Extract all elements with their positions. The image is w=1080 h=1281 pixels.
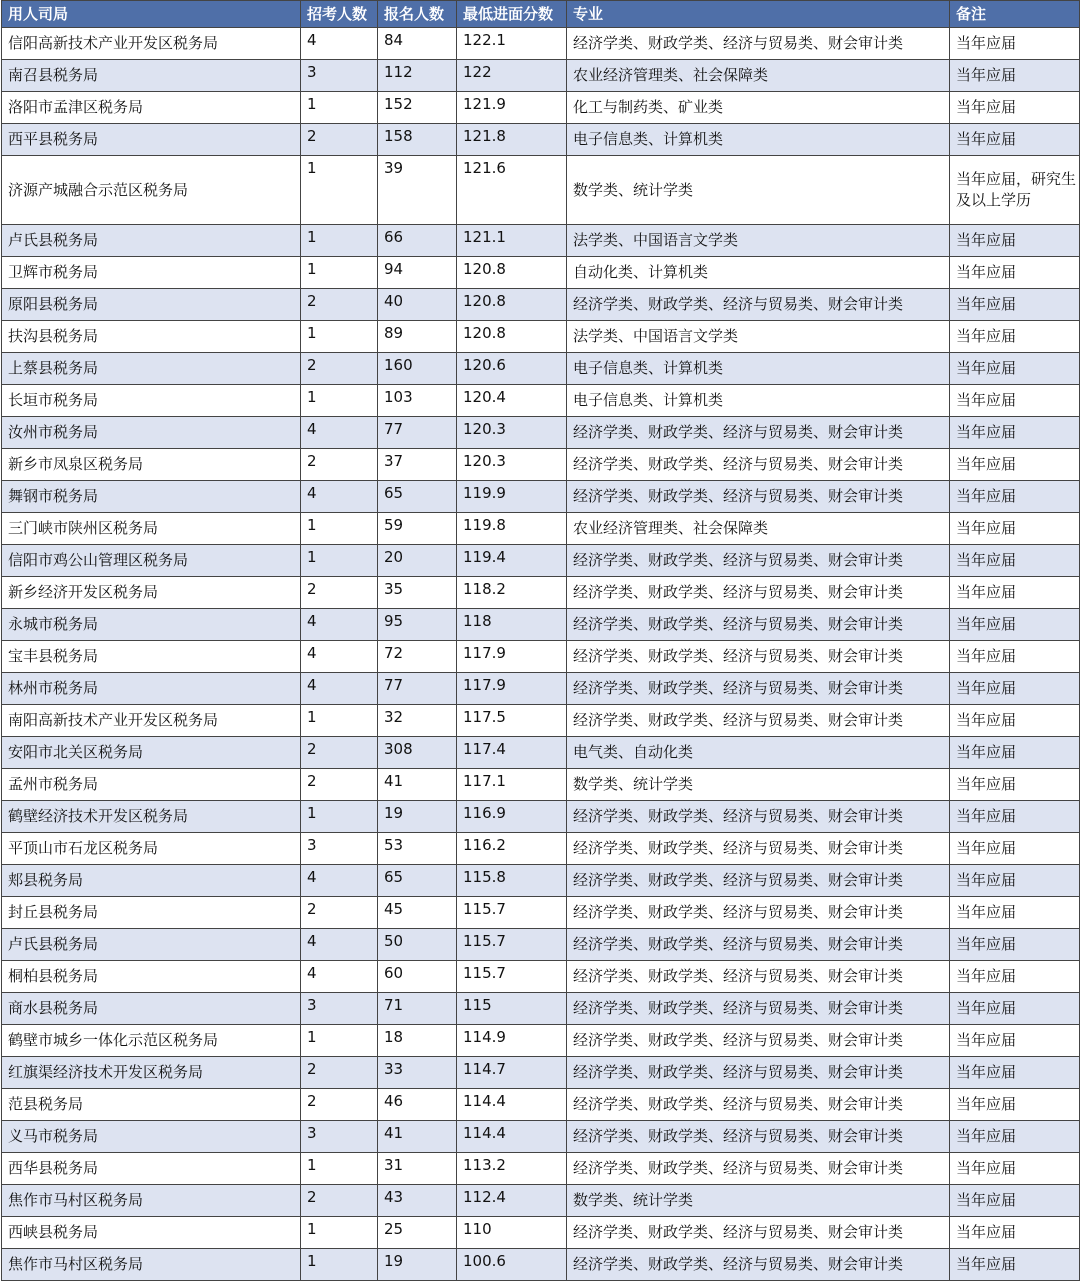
table-row	[2, 481, 1080, 513]
cell-remarks: 当年应届，研究生及以上学历	[950, 156, 1080, 225]
cell-major: 经济学类、财政学类、经济与贸易类、财会审计类	[567, 28, 950, 60]
cell-bureau: 卫辉市税务局	[2, 257, 301, 289]
cell-quota: 4	[301, 961, 378, 993]
cell-major: 经济学类、财政学类、经济与贸易类、财会审计类	[567, 833, 950, 865]
cell-quota: 2	[301, 289, 378, 321]
cell-major: 经济学类、财政学类、经济与贸易类、财会审计类	[567, 1249, 950, 1281]
cell-bureau: 信阳市鸡公山管理区税务局	[2, 545, 301, 577]
header-min-score: 最低进面分数	[457, 1, 567, 28]
cell-applicants: 60	[378, 961, 457, 993]
cell-major: 数学类、统计学类	[567, 156, 950, 225]
cell-major: 经济学类、财政学类、经济与贸易类、财会审计类	[567, 993, 950, 1025]
cell-applicants: 66	[378, 225, 457, 257]
cell-bureau: 信阳高新技术产业开发区税务局	[2, 28, 301, 60]
cell-major: 电子信息类、计算机类	[567, 124, 950, 156]
cell-min-score: 117.4	[457, 737, 567, 769]
table-row	[2, 92, 1080, 124]
cell-bureau: 范县税务局	[2, 1089, 301, 1121]
table-row	[2, 353, 1080, 385]
cell-bureau: 原阳县税务局	[2, 289, 301, 321]
cell-major: 农业经济管理类、社会保障类	[567, 513, 950, 545]
table-row	[2, 156, 1080, 225]
cell-quota: 4	[301, 865, 378, 897]
cell-min-score: 122.1	[457, 28, 567, 60]
cell-min-score: 117.9	[457, 673, 567, 705]
cell-applicants: 160	[378, 353, 457, 385]
cell-quota: 1	[301, 257, 378, 289]
cell-bureau: 郏县税务局	[2, 865, 301, 897]
table-row	[2, 1121, 1080, 1153]
cell-bureau: 汝州市税务局	[2, 417, 301, 449]
cell-remarks: 当年应届	[950, 1057, 1080, 1089]
cell-remarks: 当年应届	[950, 353, 1080, 385]
header-remarks: 备注	[950, 1, 1080, 28]
cell-quota: 2	[301, 353, 378, 385]
cell-major: 经济学类、财政学类、经济与贸易类、财会审计类	[567, 1121, 950, 1153]
cell-applicants: 18	[378, 1025, 457, 1057]
cell-bureau: 扶沟县税务局	[2, 321, 301, 353]
cell-bureau: 桐柏县税务局	[2, 961, 301, 993]
cell-min-score: 118	[457, 609, 567, 641]
cell-quota: 4	[301, 481, 378, 513]
cell-major: 经济学类、财政学类、经济与贸易类、财会审计类	[567, 673, 950, 705]
cell-quota: 2	[301, 124, 378, 156]
cell-min-score: 113.2	[457, 1153, 567, 1185]
cell-quota: 1	[301, 156, 378, 225]
cell-major: 法学类、中国语言文学类	[567, 225, 950, 257]
cell-bureau: 林州市税务局	[2, 673, 301, 705]
cell-remarks: 当年应届	[950, 1121, 1080, 1153]
cell-remarks: 当年应届	[950, 929, 1080, 961]
cell-bureau: 新乡经济开发区税务局	[2, 577, 301, 609]
table-row	[2, 60, 1080, 92]
cell-min-score: 118.2	[457, 577, 567, 609]
header-bureau: 用人司局	[2, 1, 301, 28]
table-row	[2, 737, 1080, 769]
cell-quota: 1	[301, 1153, 378, 1185]
cell-min-score: 114.4	[457, 1089, 567, 1121]
cell-major: 经济学类、财政学类、经济与贸易类、财会审计类	[567, 897, 950, 929]
cell-major: 经济学类、财政学类、经济与贸易类、财会审计类	[567, 1089, 950, 1121]
cell-remarks: 当年应届	[950, 545, 1080, 577]
cell-remarks: 当年应届	[950, 60, 1080, 92]
cell-remarks: 当年应届	[950, 28, 1080, 60]
table-row	[2, 769, 1080, 801]
cell-applicants: 72	[378, 641, 457, 673]
cell-min-score: 115.7	[457, 897, 567, 929]
cell-applicants: 59	[378, 513, 457, 545]
cell-quota: 4	[301, 609, 378, 641]
cell-remarks: 当年应届	[950, 833, 1080, 865]
cell-applicants: 77	[378, 673, 457, 705]
cell-major: 电子信息类、计算机类	[567, 385, 950, 417]
cell-applicants: 65	[378, 481, 457, 513]
cell-major: 经济学类、财政学类、经济与贸易类、财会审计类	[567, 417, 950, 449]
cell-min-score: 119.4	[457, 545, 567, 577]
table-row	[2, 673, 1080, 705]
table-row	[2, 449, 1080, 481]
cell-applicants: 19	[378, 1249, 457, 1281]
cell-major: 数学类、统计学类	[567, 769, 950, 801]
cell-min-score: 116.9	[457, 801, 567, 833]
cell-major: 经济学类、财政学类、经济与贸易类、财会审计类	[567, 801, 950, 833]
cell-remarks: 当年应届	[950, 673, 1080, 705]
cell-major: 农业经济管理类、社会保障类	[567, 60, 950, 92]
cell-min-score: 117.5	[457, 705, 567, 737]
cell-major: 经济学类、财政学类、经济与贸易类、财会审计类	[567, 929, 950, 961]
cell-bureau: 焦作市马村区税务局	[2, 1249, 301, 1281]
cell-min-score: 120.8	[457, 321, 567, 353]
cell-remarks: 当年应届	[950, 897, 1080, 929]
cell-remarks: 当年应届	[950, 641, 1080, 673]
cell-min-score: 116.2	[457, 833, 567, 865]
table-row	[2, 1089, 1080, 1121]
cell-min-score: 115.8	[457, 865, 567, 897]
cell-major: 自动化类、计算机类	[567, 257, 950, 289]
cell-quota: 1	[301, 225, 378, 257]
cell-remarks: 当年应届	[950, 92, 1080, 124]
cell-remarks: 当年应届	[950, 1185, 1080, 1217]
cell-applicants: 71	[378, 993, 457, 1025]
cell-bureau: 宝丰县税务局	[2, 641, 301, 673]
cell-major: 经济学类、财政学类、经济与贸易类、财会审计类	[567, 961, 950, 993]
table-row	[2, 577, 1080, 609]
cell-major: 经济学类、财政学类、经济与贸易类、财会审计类	[567, 577, 950, 609]
table-row	[2, 897, 1080, 929]
cell-applicants: 43	[378, 1185, 457, 1217]
cell-quota: 3	[301, 60, 378, 92]
cell-bureau: 卢氏县税务局	[2, 225, 301, 257]
table-row	[2, 289, 1080, 321]
cell-min-score: 121.1	[457, 225, 567, 257]
cell-min-score: 120.8	[457, 257, 567, 289]
table-row	[2, 865, 1080, 897]
cell-bureau: 济源产城融合示范区税务局	[2, 156, 301, 225]
cell-remarks: 当年应届	[950, 1089, 1080, 1121]
table-row	[2, 257, 1080, 289]
cell-remarks: 当年应届	[950, 993, 1080, 1025]
cell-remarks: 当年应届	[950, 417, 1080, 449]
cell-quota: 2	[301, 737, 378, 769]
cell-major: 法学类、中国语言文学类	[567, 321, 950, 353]
cell-remarks: 当年应届	[950, 705, 1080, 737]
cell-min-score: 120.6	[457, 353, 567, 385]
cell-min-score: 117.9	[457, 641, 567, 673]
table-row	[2, 513, 1080, 545]
header-applicants: 报名人数	[378, 1, 457, 28]
cell-min-score: 115.7	[457, 961, 567, 993]
cell-quota: 1	[301, 1217, 378, 1249]
cell-applicants: 39	[378, 156, 457, 225]
cell-major: 经济学类、财政学类、经济与贸易类、财会审计类	[567, 865, 950, 897]
cell-quota: 2	[301, 1089, 378, 1121]
cell-remarks: 当年应届	[950, 865, 1080, 897]
cell-major: 电子信息类、计算机类	[567, 353, 950, 385]
cell-min-score: 114.4	[457, 1121, 567, 1153]
table-row	[2, 124, 1080, 156]
table-row	[2, 801, 1080, 833]
cell-major: 经济学类、财政学类、经济与贸易类、财会审计类	[567, 1153, 950, 1185]
cell-applicants: 20	[378, 545, 457, 577]
cell-bureau: 孟州市税务局	[2, 769, 301, 801]
cell-major: 数学类、统计学类	[567, 1185, 950, 1217]
cell-bureau: 三门峡市陕州区税务局	[2, 513, 301, 545]
cell-quota: 2	[301, 1057, 378, 1089]
cell-bureau: 南阳高新技术产业开发区税务局	[2, 705, 301, 737]
cell-applicants: 37	[378, 449, 457, 481]
cell-bureau: 卢氏县税务局	[2, 929, 301, 961]
cell-quota: 3	[301, 993, 378, 1025]
cell-remarks: 当年应届	[950, 1153, 1080, 1185]
cell-remarks: 当年应届	[950, 385, 1080, 417]
cell-quota: 1	[301, 545, 378, 577]
cell-applicants: 33	[378, 1057, 457, 1089]
table-row	[2, 545, 1080, 577]
cell-min-score: 122	[457, 60, 567, 92]
cell-quota: 1	[301, 321, 378, 353]
table-row	[2, 321, 1080, 353]
cell-remarks: 当年应届	[950, 1217, 1080, 1249]
cell-remarks: 当年应届	[950, 449, 1080, 481]
table-row	[2, 1249, 1080, 1281]
table-row	[2, 417, 1080, 449]
cell-quota: 1	[301, 1025, 378, 1057]
header-major: 专业	[567, 1, 950, 28]
cell-quota: 2	[301, 769, 378, 801]
cell-min-score: 120.8	[457, 289, 567, 321]
cell-applicants: 65	[378, 865, 457, 897]
cell-major: 经济学类、财政学类、经济与贸易类、财会审计类	[567, 609, 950, 641]
table-row	[2, 929, 1080, 961]
table-row	[2, 1185, 1080, 1217]
cell-quota: 4	[301, 28, 378, 60]
cell-applicants: 46	[378, 1089, 457, 1121]
cell-remarks: 当年应届	[950, 321, 1080, 353]
table-row	[2, 961, 1080, 993]
table-row	[2, 1217, 1080, 1249]
cell-min-score: 120.4	[457, 385, 567, 417]
cell-applicants: 308	[378, 737, 457, 769]
table-row	[2, 609, 1080, 641]
table-row	[2, 705, 1080, 737]
cell-min-score: 119.9	[457, 481, 567, 513]
cell-major: 经济学类、财政学类、经济与贸易类、财会审计类	[567, 705, 950, 737]
cell-bureau: 封丘县税务局	[2, 897, 301, 929]
cell-min-score: 110	[457, 1217, 567, 1249]
cell-min-score: 114.7	[457, 1057, 567, 1089]
cell-major: 经济学类、财政学类、经济与贸易类、财会审计类	[567, 481, 950, 513]
cell-applicants: 112	[378, 60, 457, 92]
cell-applicants: 19	[378, 801, 457, 833]
cell-remarks: 当年应届	[950, 124, 1080, 156]
cell-major: 经济学类、财政学类、经济与贸易类、财会审计类	[567, 1217, 950, 1249]
cell-applicants: 94	[378, 257, 457, 289]
recruitment-table	[1, 0, 1080, 1281]
cell-min-score: 117.1	[457, 769, 567, 801]
cell-bureau: 鹤壁市城乡一体化示范区税务局	[2, 1025, 301, 1057]
cell-applicants: 41	[378, 1121, 457, 1153]
header-quota: 招考人数	[301, 1, 378, 28]
cell-bureau: 南召县税务局	[2, 60, 301, 92]
cell-major: 经济学类、财政学类、经济与贸易类、财会审计类	[567, 449, 950, 481]
cell-applicants: 89	[378, 321, 457, 353]
cell-major: 经济学类、财政学类、经济与贸易类、财会审计类	[567, 289, 950, 321]
cell-quota: 1	[301, 705, 378, 737]
cell-bureau: 上蔡县税务局	[2, 353, 301, 385]
cell-applicants: 77	[378, 417, 457, 449]
cell-remarks: 当年应届	[950, 481, 1080, 513]
table-row	[2, 1153, 1080, 1185]
table-row	[2, 28, 1080, 60]
cell-applicants: 53	[378, 833, 457, 865]
cell-quota: 4	[301, 929, 378, 961]
cell-remarks: 当年应届	[950, 1249, 1080, 1281]
cell-bureau: 西峡县税务局	[2, 1217, 301, 1249]
cell-bureau: 义马市税务局	[2, 1121, 301, 1153]
table-row	[2, 833, 1080, 865]
cell-bureau: 新乡市凤泉区税务局	[2, 449, 301, 481]
cell-applicants: 152	[378, 92, 457, 124]
cell-bureau: 西平县税务局	[2, 124, 301, 156]
cell-remarks: 当年应届	[950, 961, 1080, 993]
cell-applicants: 95	[378, 609, 457, 641]
cell-bureau: 安阳市北关区税务局	[2, 737, 301, 769]
cell-min-score: 112.4	[457, 1185, 567, 1217]
table-body	[2, 28, 1080, 1281]
cell-remarks: 当年应届	[950, 737, 1080, 769]
cell-quota: 3	[301, 1121, 378, 1153]
cell-min-score: 121.8	[457, 124, 567, 156]
cell-major: 经济学类、财政学类、经济与贸易类、财会审计类	[567, 545, 950, 577]
cell-quota: 4	[301, 641, 378, 673]
cell-remarks: 当年应届	[950, 257, 1080, 289]
cell-major: 经济学类、财政学类、经济与贸易类、财会审计类	[567, 641, 950, 673]
cell-min-score: 121.9	[457, 92, 567, 124]
cell-min-score: 119.8	[457, 513, 567, 545]
cell-remarks: 当年应届	[950, 577, 1080, 609]
cell-quota: 1	[301, 92, 378, 124]
cell-bureau: 平顶山市石龙区税务局	[2, 833, 301, 865]
cell-applicants: 31	[378, 1153, 457, 1185]
header-row	[2, 1, 1080, 28]
cell-quota: 2	[301, 897, 378, 929]
cell-major: 化工与制药类、矿业类	[567, 92, 950, 124]
cell-remarks: 当年应届	[950, 1025, 1080, 1057]
cell-remarks: 当年应届	[950, 609, 1080, 641]
cell-bureau: 洛阳市孟津区税务局	[2, 92, 301, 124]
table-row	[2, 1025, 1080, 1057]
cell-quota: 1	[301, 801, 378, 833]
cell-bureau: 西华县税务局	[2, 1153, 301, 1185]
cell-applicants: 50	[378, 929, 457, 961]
cell-major: 经济学类、财政学类、经济与贸易类、财会审计类	[567, 1057, 950, 1089]
table-row	[2, 641, 1080, 673]
cell-remarks: 当年应届	[950, 225, 1080, 257]
table-row	[2, 225, 1080, 257]
cell-bureau: 焦作市马村区税务局	[2, 1185, 301, 1217]
cell-applicants: 84	[378, 28, 457, 60]
table-row	[2, 1057, 1080, 1089]
cell-quota: 1	[301, 1249, 378, 1281]
cell-min-score: 100.6	[457, 1249, 567, 1281]
cell-applicants: 40	[378, 289, 457, 321]
cell-remarks: 当年应届	[950, 513, 1080, 545]
cell-quota: 4	[301, 417, 378, 449]
cell-min-score: 120.3	[457, 449, 567, 481]
cell-min-score: 121.6	[457, 156, 567, 225]
cell-quota: 2	[301, 1185, 378, 1217]
cell-min-score: 114.9	[457, 1025, 567, 1057]
table-row	[2, 993, 1080, 1025]
cell-quota: 2	[301, 449, 378, 481]
cell-bureau: 红旗渠经济技术开发区税务局	[2, 1057, 301, 1089]
cell-applicants: 45	[378, 897, 457, 929]
cell-min-score: 120.3	[457, 417, 567, 449]
cell-bureau: 永城市税务局	[2, 609, 301, 641]
cell-min-score: 115	[457, 993, 567, 1025]
cell-quota: 1	[301, 513, 378, 545]
cell-bureau: 商水县税务局	[2, 993, 301, 1025]
cell-quota: 2	[301, 577, 378, 609]
cell-remarks: 当年应届	[950, 769, 1080, 801]
cell-applicants: 25	[378, 1217, 457, 1249]
cell-remarks: 当年应届	[950, 801, 1080, 833]
cell-applicants: 35	[378, 577, 457, 609]
cell-quota: 1	[301, 385, 378, 417]
cell-applicants: 158	[378, 124, 457, 156]
cell-applicants: 103	[378, 385, 457, 417]
cell-applicants: 32	[378, 705, 457, 737]
cell-applicants: 41	[378, 769, 457, 801]
cell-remarks: 当年应届	[950, 289, 1080, 321]
cell-bureau: 长垣市税务局	[2, 385, 301, 417]
cell-min-score: 115.7	[457, 929, 567, 961]
cell-major: 电气类、自动化类	[567, 737, 950, 769]
cell-major: 经济学类、财政学类、经济与贸易类、财会审计类	[567, 1025, 950, 1057]
cell-quota: 4	[301, 673, 378, 705]
cell-bureau: 鹤壁经济技术开发区税务局	[2, 801, 301, 833]
table-row	[2, 385, 1080, 417]
cell-quota: 3	[301, 833, 378, 865]
cell-bureau: 舞钢市税务局	[2, 481, 301, 513]
